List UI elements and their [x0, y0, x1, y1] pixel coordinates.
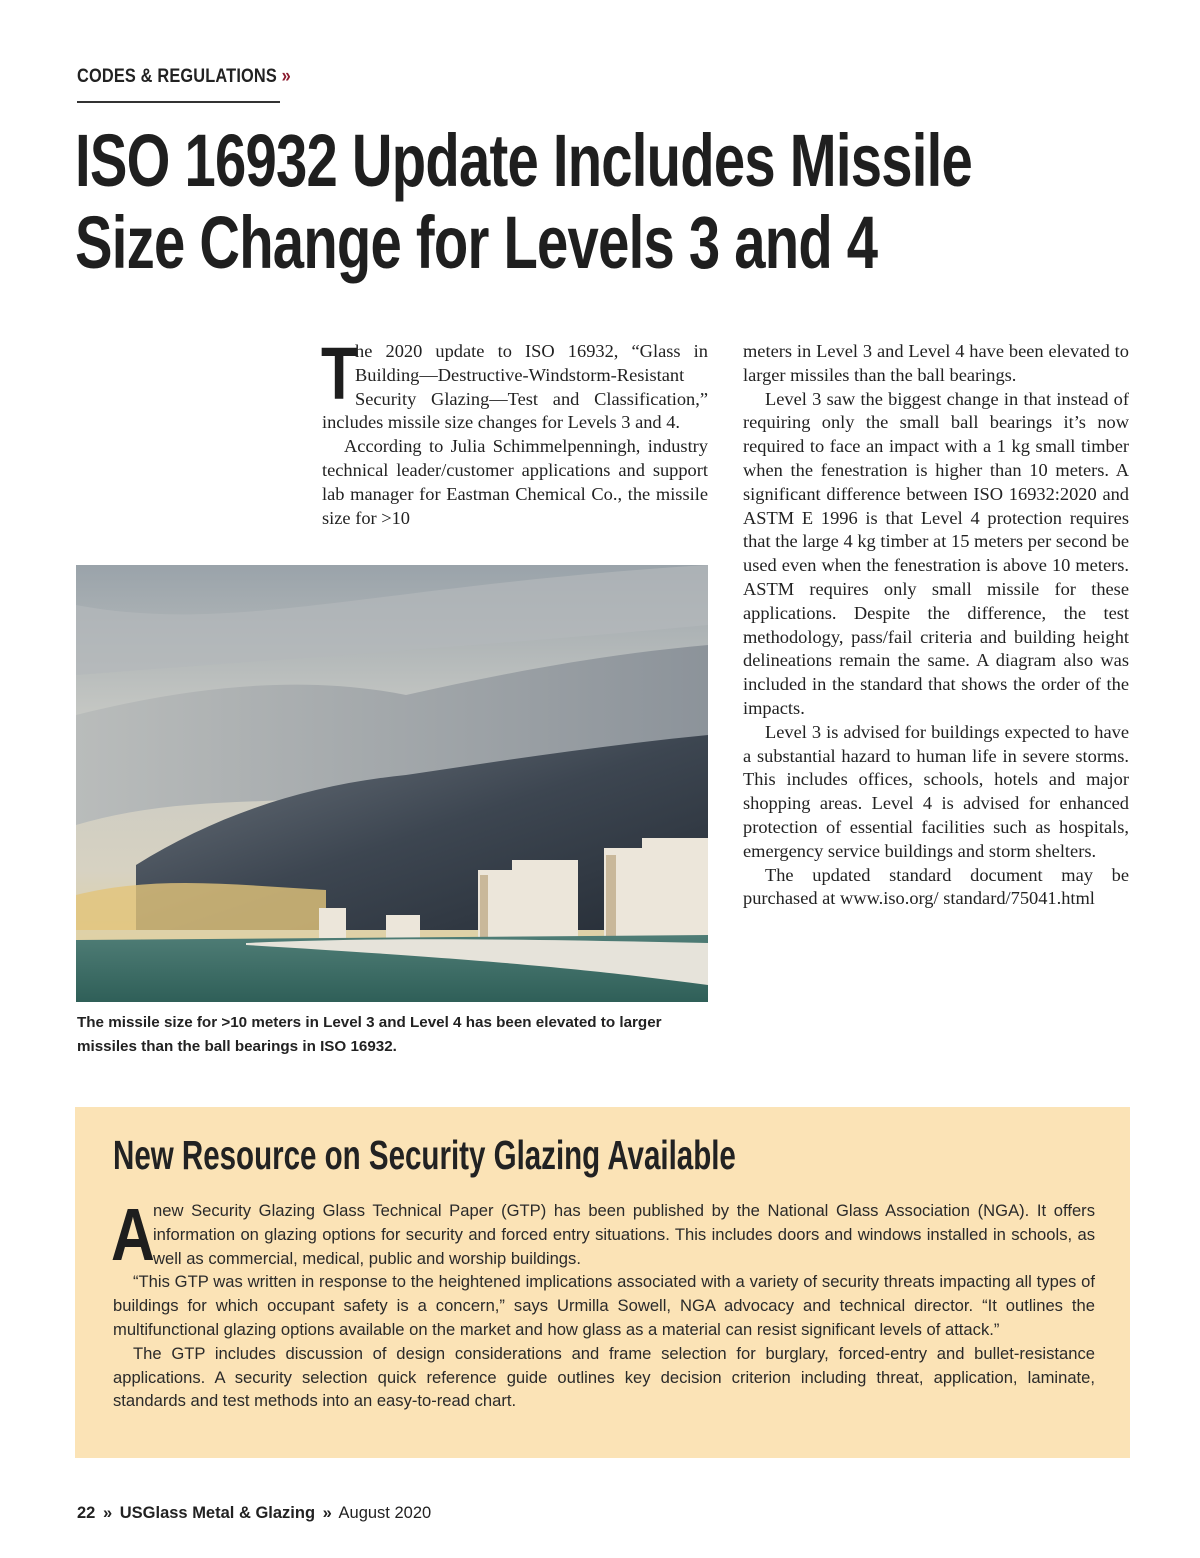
article-headline [75, 120, 972, 284]
sidebar-paragraph-3: The GTP includes discussion of design considerations and frame selection for burglary, forced-entry and bullet-resistance applications. A security selection quick reference guide outlines key decision criterion including threat, application, laminate, standards and test methods into an easy-to-read chart. [113, 1343, 1095, 1411]
chevron-right-icon: » [281, 66, 291, 87]
sidebar-paragraph-1-text: new Security Glazing Glass Technical Paper (GTP) has been published by the National Glass Association (NGA). It offers information on glazing options for security and forced entry situations. This includes doors and windows installed in schools, as well as commercial, medical, public and worship buildings. [153, 1201, 1095, 1268]
article-column-2 [743, 340, 1129, 911]
article-paragraph-3: Level 3 saw the biggest change in that instead of requiring only the small ball bearings it’s now required to face an impact with a 1 kg small timber when the fenestration is higher than 10 meters. A significant difference between ISO 16932:2020 and ASTM E 1996 is that Level 4 protection requires that the large 4 kg timber at 15 meters per second be used even when the fenestration is above 10 meters. ASTM requires only small missile for these applications. Despite the difference, the test methodology, pass/fail criteria and building height delineations remain the same. A diagram also was included in the standard that shows the order of the impacts. [743, 388, 1129, 718]
storm-photo [76, 565, 708, 1002]
article-paragraph-1-text: he 2020 update to ISO 16932, “Glass in Building—Destructive-Windstorm-Resistant Security Glazing—Test and Classification,” includes missile size changes for Levels 3 and 4. [322, 341, 708, 433]
headline-line-2: Size Change for Levels 3 and 4 [75, 201, 878, 284]
page-number: 22 [77, 1504, 96, 1522]
article-paragraph-5: The updated standard document may be purchased at www.iso.org/ standard/75041.html [743, 864, 1129, 909]
section-rule-divider [77, 101, 280, 103]
photo-caption: The missile size for >10 meters in Level 3 and Level 4 has been elevated to larger missiles than the ball bearings in ISO 16932. [77, 1014, 662, 1055]
headline-line-1: ISO 16932 Update Includes Missile [75, 119, 973, 202]
sidebar-drop-cap: A [111, 1193, 155, 1276]
article-paragraph-2: According to Julia Schimmelpenningh, industry technical leader/customer applications and support lab manager for Eastman Chemical Co., the missile size for >10 [322, 436, 708, 528]
sidebar-paragraph-1 [111, 1193, 1095, 1276]
sidebar-body [111, 1193, 1095, 1413]
page-footer [77, 1504, 431, 1523]
section-label-text: CODES & REGULATIONS [77, 66, 277, 87]
chevron-right-icon: » [322, 1504, 332, 1522]
issue-date: August 2020 [338, 1504, 432, 1522]
section-label [77, 66, 291, 88]
article-paragraph-4: Level 3 is advised for buildings expected to have a substantial hazard to human life in severe storms. This includes offices, schools, hotels and major shopping areas. Level 4 is advised for enhanced protection of essential facilities such as hospitals, emergency service buildings and storm shelters. [743, 721, 1129, 861]
sidebar-title: New Resource on Security Glazing Available [113, 1132, 736, 1178]
drop-cap: T [321, 332, 358, 415]
article-paragraph-2-continued: meters in Level 3 and Level 4 have been elevated to larger missiles than the ball bearings. [743, 341, 1129, 385]
storm-photo-image [76, 565, 708, 1002]
article-paragraph-1 [321, 332, 708, 435]
sidebar-paragraph-2: “This GTP was written in response to the heightened implications associated with a variety of security threats impacting all types of buildings for which occupant safety is a concern,” says Urmilla Sowell, NGA advocacy and technical director. “It outlines the multifunctional glazing options available on the market and how glass as a material can resist significant levels of attack.” [113, 1272, 1095, 1339]
article-column-1 [321, 332, 708, 530]
sidebar-box [75, 1107, 1130, 1458]
publication-name: USGlass Metal & Glazing [119, 1504, 316, 1522]
chevron-right-icon: » [102, 1504, 113, 1522]
